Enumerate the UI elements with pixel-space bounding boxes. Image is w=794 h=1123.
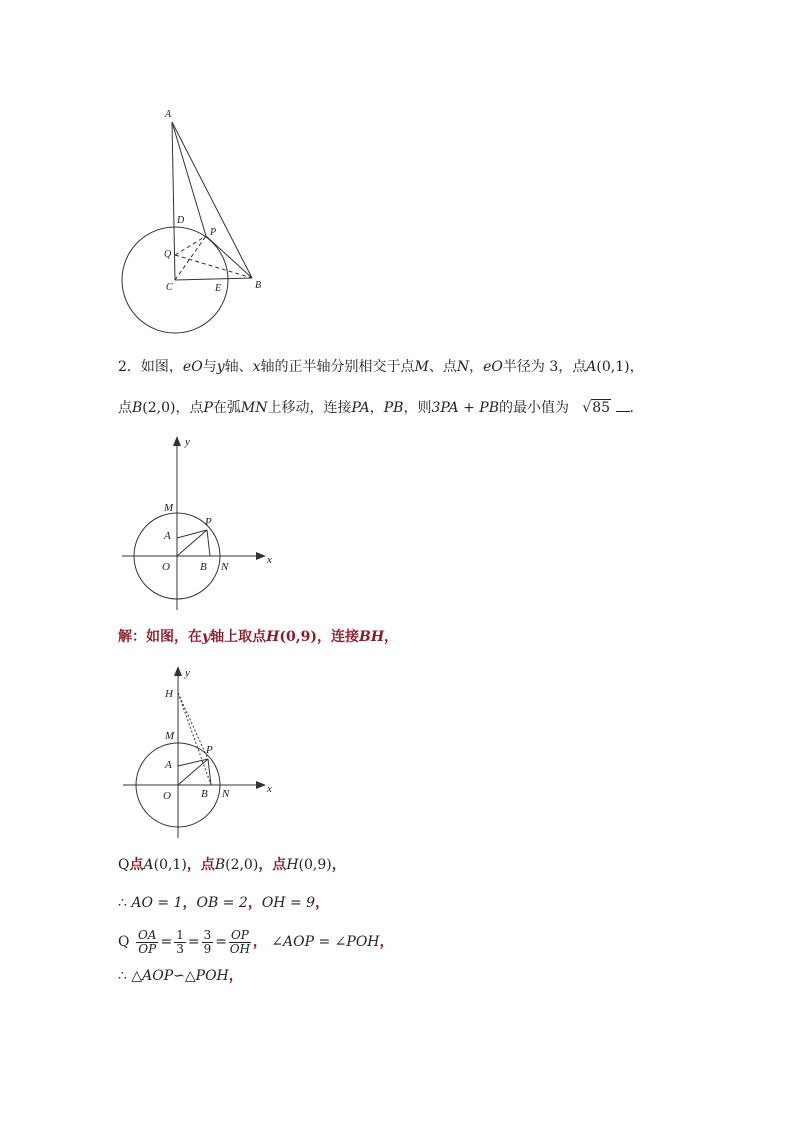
y-axis-arrow xyxy=(173,436,181,446)
comma: ， xyxy=(379,934,394,950)
math-bh: BH xyxy=(358,629,385,645)
text: 解：如图，在 xyxy=(118,629,202,645)
fraction-3-9 xyxy=(202,929,214,956)
math-a: A xyxy=(143,857,154,873)
text: 与 xyxy=(202,359,217,375)
step-4 xyxy=(118,966,243,986)
label-h: H xyxy=(165,688,173,700)
figure-3-coordinate-plot xyxy=(115,660,285,840)
coord-a: (0,1) xyxy=(596,359,630,375)
math-expression: 3PA + PB xyxy=(431,400,499,416)
step-2 xyxy=(118,893,329,913)
comma: ， xyxy=(182,895,197,911)
text: ， xyxy=(331,857,346,873)
math-h: H xyxy=(286,857,299,873)
label-a: A xyxy=(165,759,172,771)
text: 在弧 xyxy=(212,400,241,416)
math-x: x xyxy=(252,359,261,375)
math-a: A xyxy=(586,359,597,375)
equals: = xyxy=(215,934,227,950)
coord-b: (2,0) xyxy=(225,857,259,873)
math-y: y xyxy=(216,359,225,375)
text: 上移动，连接 xyxy=(267,400,352,416)
coord-b: (2,0) xyxy=(142,400,176,416)
label-c: C xyxy=(166,282,173,293)
label-q: Q xyxy=(164,249,172,260)
label-p: P xyxy=(210,227,217,238)
label-e: E xyxy=(215,283,222,294)
math-oh: OH = 9 xyxy=(261,895,316,911)
text: 的最小值为 xyxy=(498,400,569,416)
circle-symbol: e xyxy=(483,359,492,375)
text: 轴的正半轴分别相交于点 xyxy=(260,359,415,375)
segment-ac xyxy=(172,122,175,280)
because-symbol: Q xyxy=(118,857,130,873)
math-mn: MN xyxy=(240,400,268,416)
text: ． xyxy=(629,400,644,416)
segment-cb xyxy=(175,278,252,280)
label-b: B xyxy=(255,280,262,291)
text: ， xyxy=(469,359,484,375)
math-m: M xyxy=(414,359,429,375)
x-axis-arrow xyxy=(256,781,266,789)
text: ，点 xyxy=(258,857,287,873)
solution-intro xyxy=(118,627,398,647)
fraction-op-oh xyxy=(229,929,251,956)
math-h: H xyxy=(266,629,280,645)
text: 轴上取点 xyxy=(210,629,267,645)
label-a: A xyxy=(164,530,171,542)
label-d: D xyxy=(177,215,185,226)
equals: = xyxy=(160,934,173,950)
text: 点 xyxy=(118,400,132,416)
label-o: O xyxy=(162,561,170,573)
dashed-qp xyxy=(175,236,206,255)
math-ob: OB = 2 xyxy=(196,895,248,911)
denominator: 9 xyxy=(203,941,212,956)
label-m: M xyxy=(164,502,174,514)
therefore-symbol: ∴ xyxy=(118,968,127,984)
label-p: P xyxy=(205,516,212,528)
math-o: O xyxy=(491,359,503,375)
circle-symbol: e xyxy=(182,359,192,375)
math-pa: PA xyxy=(351,400,370,416)
comma: ， xyxy=(247,895,262,911)
text: ，点 xyxy=(186,857,215,873)
label-y: y xyxy=(185,436,190,448)
problem-number: 2． xyxy=(118,359,141,375)
figure-2-coordinate-plot xyxy=(115,430,285,615)
label-n: N xyxy=(221,561,229,573)
equals: = xyxy=(187,934,200,950)
label-a: A xyxy=(165,109,172,120)
coord-h: (0,9) xyxy=(298,857,332,873)
fraction-1-3 xyxy=(174,929,186,956)
text: 半径为 3，点 xyxy=(502,359,587,375)
denominator: OP xyxy=(138,941,157,956)
comma: ， xyxy=(252,934,267,950)
label-x: x xyxy=(267,783,272,795)
numerator: 1 xyxy=(176,927,184,942)
label-p: P xyxy=(206,744,213,756)
angle-equality: ∠AOP = ∠POH xyxy=(271,934,380,950)
text: 轴、 xyxy=(224,359,253,375)
text: ，则 xyxy=(403,400,432,416)
label-y: y xyxy=(185,667,190,679)
text: ， xyxy=(369,400,384,416)
math-pb: PB xyxy=(383,400,404,416)
dashed-hp xyxy=(178,693,208,759)
x-axis-arrow xyxy=(256,552,266,560)
problem-2-line-1 xyxy=(118,357,644,377)
fraction-oa-op xyxy=(136,929,159,956)
figure-1-geometry xyxy=(115,100,285,340)
label-n: N xyxy=(222,788,230,800)
denominator: 3 xyxy=(176,941,184,956)
math-n: N xyxy=(456,359,470,375)
label-m: M xyxy=(165,730,175,742)
math-o: O xyxy=(191,359,203,375)
math-ao: AO = 1 xyxy=(131,895,183,911)
text: ， xyxy=(629,359,644,375)
label-x: x xyxy=(267,554,272,566)
text: 、点 xyxy=(428,359,457,375)
denominator: OH xyxy=(229,941,251,956)
label-b: B xyxy=(201,788,208,800)
segment-ab xyxy=(172,122,252,278)
math-b: B xyxy=(214,857,226,873)
math-b: B xyxy=(132,400,143,416)
text: ，点 xyxy=(175,400,204,416)
segment-pb xyxy=(206,236,252,278)
numerator: 3 xyxy=(203,927,212,942)
text: ，连接 xyxy=(316,629,359,645)
segment-pb xyxy=(207,530,210,556)
sqrt-answer: √85 xyxy=(582,400,611,416)
answer-blank xyxy=(616,399,630,412)
because-symbol: Q xyxy=(118,934,130,950)
numerator: OA xyxy=(137,927,157,942)
label-b: B xyxy=(200,561,207,573)
text: 如图， xyxy=(140,359,183,375)
comma: ， xyxy=(228,968,243,984)
math-p: P xyxy=(203,400,213,416)
numerator: OP xyxy=(230,927,249,942)
sqrt-radicand: 85 xyxy=(592,400,611,416)
problem-2-line-2 xyxy=(118,398,644,418)
comma: ， xyxy=(315,895,330,911)
coord-h: (0,9) xyxy=(279,629,317,645)
step-1 xyxy=(118,855,346,875)
similar-triangles: △AOP∽△POH xyxy=(131,968,229,984)
therefore-symbol: ∴ xyxy=(118,895,127,911)
step-3 xyxy=(118,925,394,959)
dashed-qb xyxy=(175,255,252,278)
text: ， xyxy=(384,629,399,645)
text: 点 xyxy=(129,857,144,873)
label-o: O xyxy=(163,790,171,802)
coord-a: (0,1) xyxy=(153,857,187,873)
math-y: y xyxy=(202,629,211,645)
dashed-cp xyxy=(175,236,206,280)
y-axis-arrow xyxy=(174,666,182,676)
